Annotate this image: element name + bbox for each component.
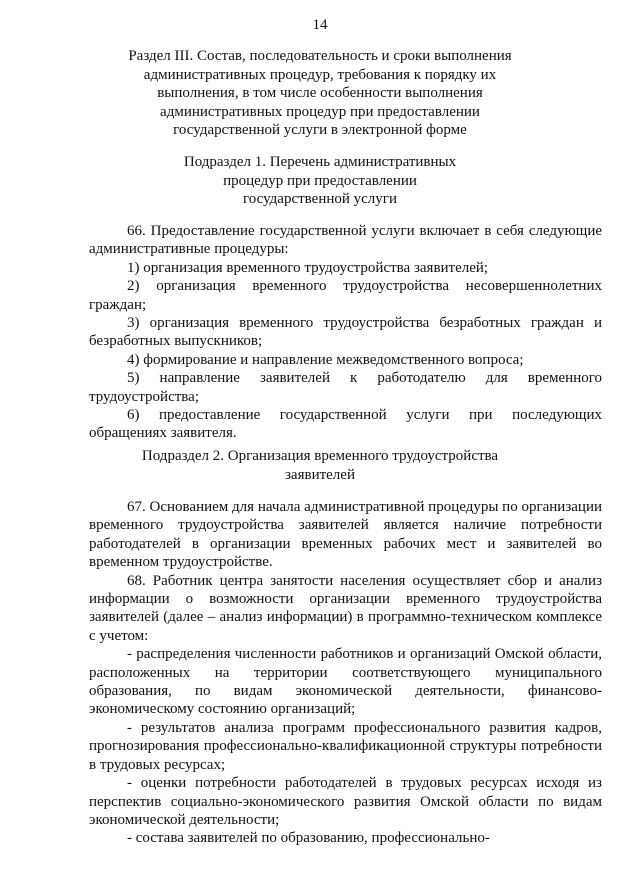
paragraph-67: 67. Основанием для начала административной процедуры по организации временного трудоустройства заявителей является наличие потребности работодателей в организации временных рабочих мест и заявителей во временном трудоустройстве. (89, 499, 602, 571)
subsection-heading-line: Подраздел 2. Организация временного трудоустройства (141, 448, 499, 464)
list-item: 4) формирование и направление межведомственного вопроса; (127, 351, 524, 368)
list-item: 5) направление заявителей к работодателю для временного трудоустройства; (89, 370, 602, 405)
section-heading-line: выполнения, в том числе особенности выполнения (157, 85, 483, 102)
section-heading-line: административных процедур, требования к порядку их (143, 66, 497, 83)
paragraph-68: 68. Работник центра занятости населения осуществляет сбор и анализ информации о возможности организации временного трудоустройства заявителей (далее – анализ информации) в программно-техническом комплексе с учетом: (89, 572, 602, 644)
paragraph-66: 66. Предоставление государственной услуги включает в себя следующие административные процедуры: (89, 223, 602, 258)
subsection-2-heading (0, 447, 640, 484)
section-heading-line: Раздел III. Состав, последовательность и сроки выполнения (128, 48, 512, 64)
list-item: 3) организация временного трудоустройства безработных граждан и безработных выпускников; (89, 315, 602, 350)
subsection-2-body (89, 498, 602, 848)
list-item: - состава заявителей по образованию, профессионально- (127, 830, 490, 847)
subsection-heading-line: государственной услуги (243, 191, 397, 208)
section-heading-line: государственной услуги в электронной форме (173, 122, 467, 139)
page-number: 14 (312, 17, 328, 33)
list-item: - оценки потребности работодателей в трудовых ресурсах исходя из перспектив социально-экономического развития Омской области по видам экономической деятельности; (89, 775, 602, 828)
list-item: 6) предоставление государственной услуги при последующих обращениях заявителя. (89, 407, 602, 442)
section-heading (0, 47, 640, 140)
list-item: - результатов анализа программ профессионального развития кадров, прогнозирования профессионально-квалификационной структуры потребности в трудовых ресурсах; (89, 719, 602, 773)
list-item: - распределения численности работников и организаций Омской области, расположенных на территории соответствующего муниципального образования, по видам экономической деятельности, финансово-экономическому состоянию организаций; (89, 646, 602, 718)
subsection-1-body (89, 222, 602, 443)
section-heading-line: административных процедур при предоставлении (160, 103, 480, 120)
subsection-1-heading (0, 153, 640, 209)
subsection-heading-line: заявителей (285, 466, 355, 483)
list-item: 2) организация временного трудоустройства несовершеннолетних граждан; (89, 278, 602, 313)
subsection-heading-line: Подраздел 1. Перечень административных (183, 154, 457, 170)
list-item: 1) организация временного трудоустройства заявителей; (127, 259, 489, 276)
subsection-heading-line: процедур при предоставлении (223, 172, 417, 189)
